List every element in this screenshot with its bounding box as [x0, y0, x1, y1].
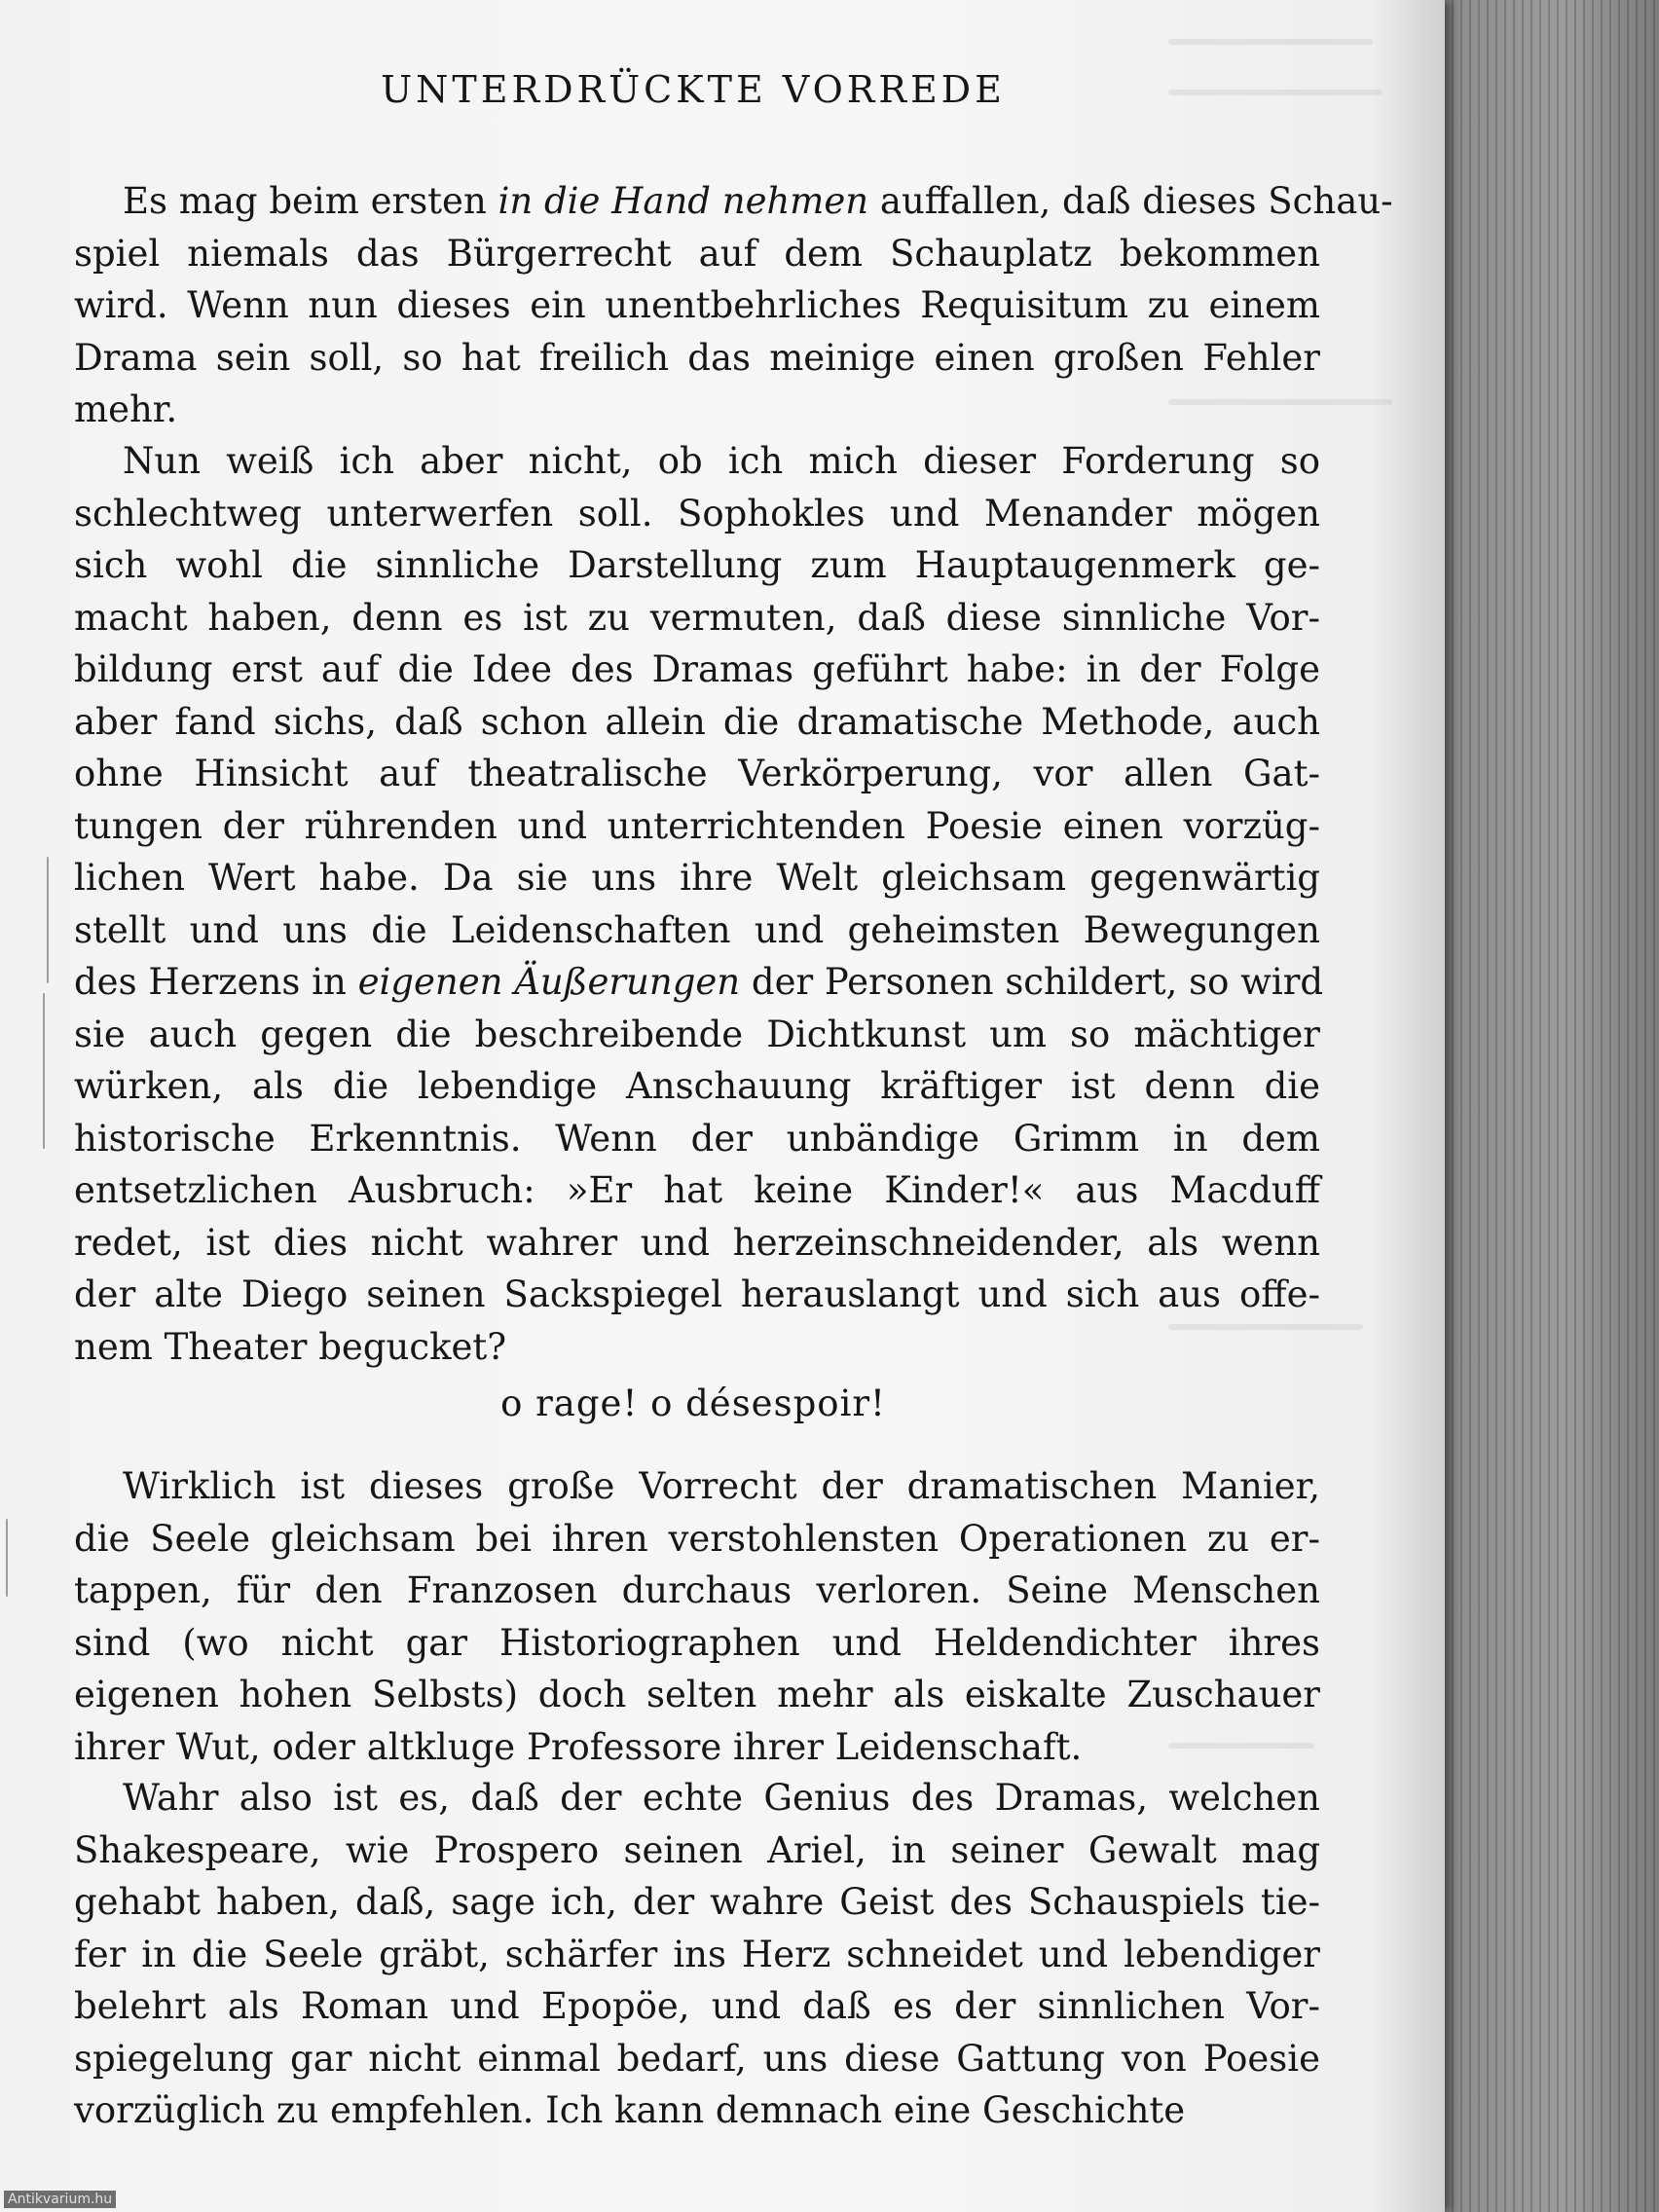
text-run: lichen Wert habe. Da sie uns ihre Welt gleichsam gegenwärtig — [74, 857, 1320, 899]
text-run: nem Theater begucket? — [74, 1325, 507, 1368]
text-run: Shakespeare, wie Prospero seinen Ariel, in seiner Gewalt mag — [74, 1828, 1320, 1871]
text-line — [74, 279, 1320, 332]
text-line — [74, 2084, 1320, 2137]
text-run: entsetzlichen Ausbruch: »Er hat keine Kinder!« aus Macduff — [74, 1169, 1320, 1211]
text-line — [74, 1513, 1320, 1566]
text-run: Nun weiß ich aber nicht, ob ich mich dieser Forderung so — [123, 440, 1320, 482]
text-run: der alte Diego seinen Sackspiegel herauslangt und sich aus offe- — [74, 1273, 1320, 1315]
text-run: ihrer Wut, oder altkluge Professore ihrer Leidenschaft. — [74, 1725, 1083, 1768]
text-run: tappen, für den Franzosen durchaus verloren. Seine Menschen — [74, 1569, 1320, 1611]
text-run: Wirklich ist dieses große Vorrecht der dramatischen Manier, — [123, 1465, 1320, 1507]
text-line — [74, 592, 1320, 645]
text-line — [74, 1164, 1320, 1217]
text-run: macht haben, denn es ist zu vermuten, daß diese sinnliche Vor- — [74, 596, 1320, 639]
text-line — [74, 904, 1320, 957]
text-line — [74, 1669, 1320, 1721]
text-line — [74, 228, 1320, 280]
text-run: schlechtweg unterwerfen soll. Sophokles und Menander mögen — [74, 492, 1320, 535]
text-run: sind (wo nicht gar Historiographen und Heldendichter ihres — [74, 1621, 1320, 1664]
text-line — [74, 956, 1324, 1009]
text-run: spiegelung gar nicht einmal bedarf, uns diese Gattung von Poesie — [74, 2037, 1320, 2080]
text-run: auffallen, daß dieses Schau- — [868, 180, 1393, 222]
text-run: wird. Wenn nun dieses ein unentbehrliches Requisitum zu einem — [74, 284, 1320, 326]
text-run: tungen der rührenden und unterrichtenden Poesie einen vorzüg- — [74, 804, 1320, 847]
text-line — [74, 1269, 1320, 1321]
text-run: historische Erkenntnis. Wenn der unbändige Grimm in dem — [74, 1117, 1320, 1160]
page-heading: UNTERDRÜCKTE VORREDE — [381, 68, 1006, 111]
pencil-mark — [43, 993, 45, 1149]
paragraph-2 — [74, 435, 1324, 1373]
text-run: eigenen hohen Selbsts) doch selten mehr als eiskalte Zuschauer — [74, 1674, 1320, 1715]
text-run: belehrt als Roman und Epopöe, und daß es der sinnlichen Vor- — [74, 1985, 1320, 2027]
text-line — [74, 644, 1320, 696]
text-run: spiel niemals das Bürgerrecht auf dem Schauplatz bekommen — [74, 232, 1320, 275]
text-line — [74, 1980, 1320, 2033]
text-line — [74, 1217, 1320, 1270]
emphasized-text: eigenen Äußerungen — [357, 961, 741, 1003]
text-line — [74, 1825, 1320, 1877]
background-strip — [1417, 0, 1659, 2212]
text-line — [74, 748, 1320, 800]
text-run: würken, als die lebendige Anschauung kräftiger ist denn die — [74, 1065, 1320, 1107]
text-line — [74, 852, 1320, 904]
text-run: Drama sein soll, so hat freilich das meinige einen großen Fehler — [74, 336, 1320, 379]
text-line — [74, 1113, 1320, 1165]
emphasized-text: in die Hand nehmen — [498, 180, 869, 222]
text-run: gehabt haben, daß, sage ich, der wahre Geist des Schauspiels tie- — [74, 1881, 1320, 1923]
text-run: Es mag beim ersten — [123, 180, 498, 222]
text-line — [74, 1321, 1320, 1374]
text-run: der Personen schildert, so wird — [740, 961, 1324, 1003]
text-run: aber fand sichs, daß schon allein die dramatische Methode, auch — [74, 700, 1320, 743]
exclamation-line: o rage! o désespoir! — [500, 1382, 886, 1424]
text-line — [74, 1460, 1320, 1513]
text-line — [74, 1772, 1320, 1825]
text-line — [74, 435, 1320, 488]
paragraph-4 — [74, 1772, 1320, 2137]
bleed-through — [1168, 39, 1373, 45]
text-line — [74, 175, 1393, 228]
pencil-mark — [6, 1519, 8, 1597]
text-line — [74, 1876, 1320, 1929]
text-run: stellt und uns die Leidenschaften und geheimsten Bewegungen — [74, 908, 1320, 951]
text-run: sich wohl die sinnliche Darstellung zum Hauptaugenmerk ge- — [74, 544, 1320, 586]
text-line — [74, 1565, 1320, 1617]
text-run: fer in die Seele gräbt, schärfer ins Herz schneidet und lebendiger — [74, 1933, 1320, 1975]
text-line — [74, 1617, 1320, 1670]
text-line — [74, 2033, 1320, 2085]
pencil-mark — [47, 857, 49, 983]
text-line — [74, 384, 1320, 436]
paragraph-1 — [74, 175, 1393, 436]
text-line — [74, 1929, 1320, 1981]
text-run: mehr. — [74, 388, 178, 430]
watermark-label: Antikvarium.hu — [4, 2191, 116, 2208]
text-run: sie auch gegen die beschreibende Dichtkunst um so mächtiger — [74, 1013, 1320, 1055]
text-line — [74, 696, 1320, 749]
text-line — [74, 1721, 1320, 1774]
paragraph-3 — [74, 1460, 1320, 1773]
text-run: vorzüglich zu empfehlen. Ich kann demnach eine Geschichte — [74, 2089, 1186, 2131]
text-run: ohne Hinsicht auf theatralische Verkörperung, vor allen Gat- — [74, 753, 1320, 794]
text-run: des Herzens in — [74, 961, 358, 1003]
text-line — [74, 1009, 1320, 1061]
text-run: die Seele gleichsam bei ihren verstohlensten Operationen zu er- — [74, 1517, 1320, 1560]
text-line — [74, 488, 1320, 540]
text-line — [74, 539, 1320, 592]
text-line — [74, 1060, 1320, 1113]
text-run: redet, ist dies nicht wahrer und herzeinschneidender, als wenn — [74, 1221, 1320, 1264]
text-run: Wahr also ist es, daß der echte Genius des Dramas, welchen — [123, 1777, 1320, 1819]
text-run: bildung erst auf die Idee des Dramas geführt habe: in der Folge — [74, 648, 1320, 690]
text-line — [74, 332, 1320, 385]
text-line — [74, 800, 1320, 853]
